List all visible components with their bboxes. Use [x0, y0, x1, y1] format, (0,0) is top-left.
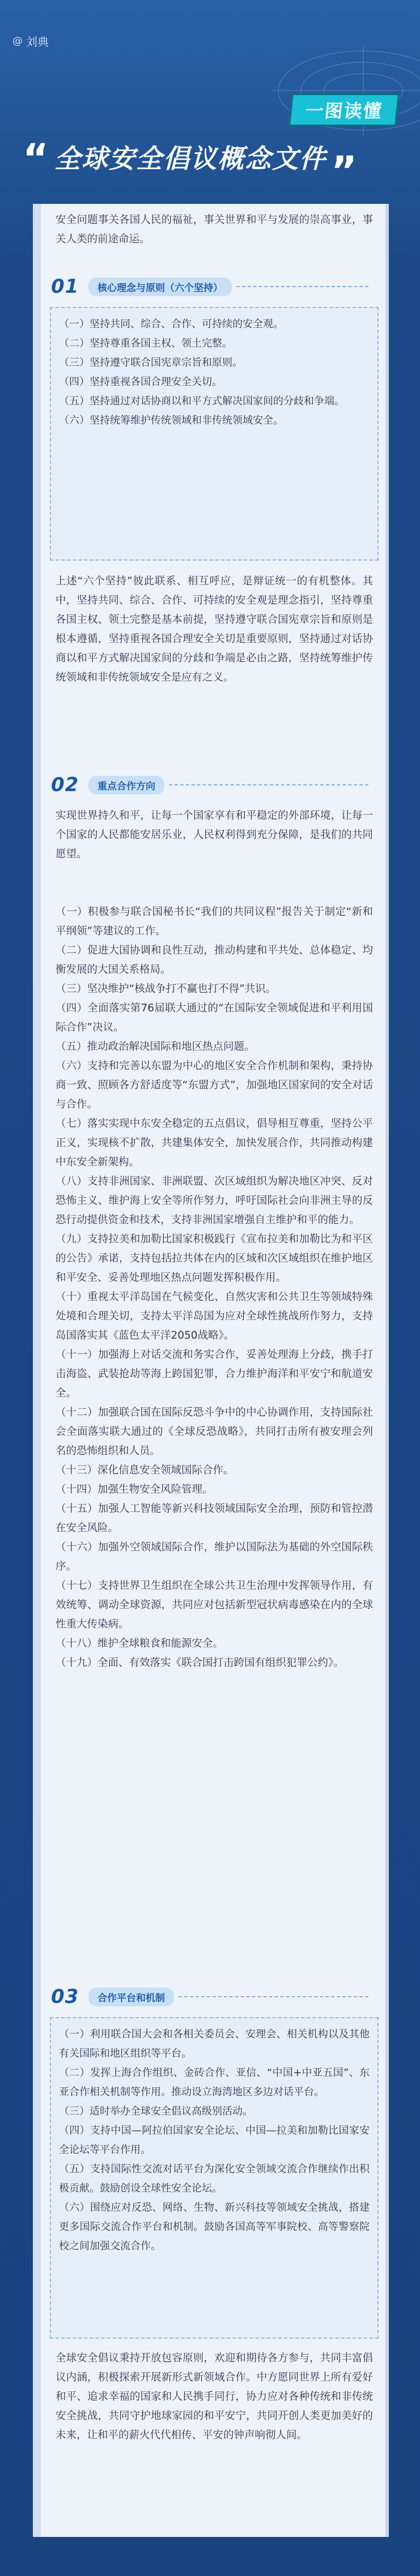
list-item: （十）重视太平洋岛国在气候变化、自然灾害和公共卫生等领域特殊处境和合理关切，支持太平洋岛国为应对全球性挑战所作努力，支持岛国落实其《蓝色太平洋2050战略》。: [56, 1291, 373, 1342]
close-quote-mark: ”: [331, 148, 358, 194]
list-item: （二）坚持尊重各国主权、领土完整。: [59, 338, 232, 349]
section-03-platforms-box: [50, 2017, 379, 2339]
list-item: （五）坚持通过对话协商以和平方式解决国家间的分歧和争端。: [59, 395, 345, 407]
at-icon: @: [12, 35, 23, 47]
list-item: （十九）全面、有效落实《联合国打击跨国有组织犯罪公约》。: [56, 1657, 344, 1669]
list-item: （十八）维护全球粮食和能源安全。: [56, 1638, 224, 1650]
list-item: （十二）加强联合国在国际反恐斗争中的中心协调作用，支持国际社会全面落实联大通过的《全球反恐战略》，共同打击所有被安理会列名的恐怖组织和人员。: [56, 1407, 373, 1457]
section-label: 重点合作方向: [88, 776, 164, 794]
list-item: （十七）支持世界卫生组织在全球公共卫生治理中发挥领导作用，有效统筹、调动全球资源，共同应对包括新型冠状病毒感染在内的全球性重大传染病。: [56, 1580, 373, 1630]
list-item: （十六）加强外空领域国际合作，维护以国际法为基础的外空国际秩序。: [56, 1541, 373, 1573]
lead-text: 实现世界持久和平，让每一个国家享有和平稳定的外部环境，让每一个国家的人民都能安居乐业，人民权利得到充分保障，是我们的共同愿望。: [56, 810, 373, 860]
section-01-header: [51, 275, 368, 298]
list-item: （六）支持和完善以东盟为中心的地区安全合作机制和架构，秉持协商一致、照顾各方舒适度等“东盟方式”，加强地区国家间的安全对话与合作。: [56, 1060, 373, 1110]
list-item: （六）坚持统筹维护传统领域和非传统领域安全。: [59, 415, 283, 426]
list-item: （七）落实实现中东安全稳定的五点倡议，倡导相互尊重，坚持公平正义，实现核不扩散，共建集体安全，加快发展合作，共同推动构建中东安全新架构。: [56, 1118, 373, 1168]
list-item: （五）推动政治解决国际和地区热点问题。: [56, 1041, 255, 1053]
infographic-badge: [289, 93, 400, 126]
list-item: （十五）加强人工智能等新兴科技领域国际安全治理，预防和管控潜在安全风险。: [56, 1503, 373, 1534]
list-item: （十一）加强海上对话交流和务实合作，妥善处理海上分歧，携手打击海盗、武装抢劫等海上跨国犯罪，合力维护海洋和平安宁和航道安全。: [56, 1349, 373, 1399]
list-item: （三）坚持遵守联合国宪章宗旨和原则。: [59, 357, 243, 369]
list-item: （四）全面落实第76届联大通过的“在国际安全领域促进和平利用国际合作”决议。: [56, 1002, 373, 1033]
footer-band: [0, 2537, 420, 2576]
section-divider: [179, 1996, 368, 1997]
open-quote-mark: “: [23, 135, 49, 182]
closing-block: [56, 2349, 373, 2445]
section-label: 核心理念与原则（六个坚持）: [88, 277, 232, 296]
section-02-list: [56, 903, 373, 1673]
section-number: 01: [51, 275, 79, 298]
author-name: 刘典: [26, 35, 49, 49]
section-01-summary: [56, 572, 373, 687]
section-number: 03: [51, 1985, 79, 2008]
list-item: （二）发挥上海合作组织、金砖合作、亚信、“中国+中亚五国”、东亚合作相关机制等作用。推动设立海湾地区多边对话平台。: [59, 2067, 370, 2098]
list-item: （十三）深化信息安全领域国际合作。: [56, 1464, 234, 1476]
intro-block: [56, 211, 373, 249]
list-item: （九）支持拉美和加勒比国家积极践行《宣布拉美和加勒比为和平区的公告》承诺，支持包括拉共体在内的区域和次区域组织在维护地区和平安全、妥善处理地区热点问题发挥积极作用。: [56, 1233, 373, 1284]
paper-edge-left: [33, 204, 41, 2537]
title-block: [23, 131, 408, 194]
list-item: （八）支持非洲国家、非洲联盟、次区域组织为解决地区冲突、反对恐怖主义、维护海上安全等所作努力，呼吁国际社会向非洲主导的反恐行动提供资金和技术，支持非洲国家增强自主维护和平的能力。: [56, 1176, 373, 1226]
list-item: （二）促进大国协调和良性互动，推动构建和平共处、总体稳定、均衡发展的大国关系格局。: [56, 945, 373, 976]
summary-text: 上述“六个坚持”彼此联系、相互呼应，是辩证统一的有机整体。其中，坚持共同、综合、合作、可持续的安全观是理念指引，坚持尊重各国主权、领土完整是基本前提，坚持遵守联合国宪章宗旨和原则是根本遵循，坚持重视各国合理安全关切是重要原则，坚持通过对话协商以和平方式解决国家间的分歧和争端是必由之路，坚持统筹维护传统领域和非传统领域安全是应有之义。: [56, 575, 373, 683]
list-item: （五）支持国际性交流对话平台为深化安全领域交流合作继续作出积极贡献。鼓励创设全球性安全论坛。: [59, 2163, 370, 2194]
section-number: 02: [51, 774, 79, 796]
badge-label: 一图读懂: [304, 100, 384, 122]
section-divider: [169, 784, 368, 785]
list-item: （六）围绕应对反恐、网络、生物、新兴科技等领域安全挑战，搭建更多国际交流合作平台和机制。鼓励各国高等军事院校、高等警察院校之间加强交流合作。: [59, 2202, 370, 2252]
list-item: （三）坚决维护“核战争打不赢也打不得”共识。: [56, 983, 277, 995]
section-02-lead: [56, 806, 373, 864]
section-divider: [236, 286, 368, 287]
list-item: （十四）加强生物安全风险管理。: [56, 1484, 213, 1496]
page-title: 全球安全倡议概念文件: [54, 143, 327, 174]
author-line: [12, 33, 49, 49]
list-item: （四）支持中国—阿拉伯国家安全论坛、中国—拉美和加勒比国家安全论坛等平台作用。: [59, 2125, 370, 2156]
section-02-header: [51, 774, 368, 796]
section-label: 合作平台和机制: [88, 1988, 174, 2006]
list-item: （一）利用联合国大会和各相关委员会、安理会、相关机构以及其他有关国际和地区组织等平台。: [59, 2028, 370, 2060]
list-item: （一）积极参与联合国秘书长“我们的共同议程”报告关于制定“新和平纲领”等建议的工作。: [56, 906, 373, 937]
list-item: （三）适时举办全球安全倡议高级别活动。: [59, 2105, 253, 2117]
section-01-principles-box: [50, 307, 379, 561]
list-item: （四）坚持重视各国合理安全关切。: [59, 376, 222, 388]
section-03-header: [51, 1985, 368, 2008]
list-item: （一）坚持共同、综合、合作、可持续的安全观。: [59, 318, 283, 330]
paper-edge-right: [385, 204, 389, 2537]
intro-text: 安全问题事关各国人民的福祉，事关世界和平与发展的崇高事业，事关人类的前途命运。: [56, 214, 373, 245]
closing-text: 全球安全倡议秉持开放包容原则，欢迎和期待各方参与，共同丰富倡议内涵，积极探索开展新形式新领域合作。中方愿同世界上所有爱好和平、追求幸福的国家和人民携手同行，协力应对各种传统和非传统安全挑战，共同守护地球家园的和平安宁，共同开创人类更加美好的未来，让和平的薪火代代相传、平安的钟声响彻人间。: [56, 2352, 373, 2441]
